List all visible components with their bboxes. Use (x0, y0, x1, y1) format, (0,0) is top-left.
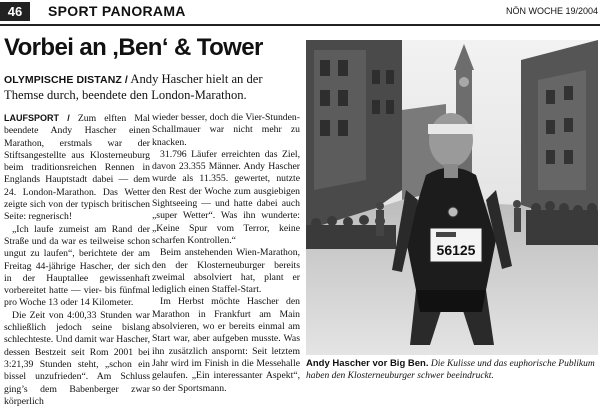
paragraph (4, 112, 150, 224)
headline: Vorbei an ‚Ben‘ & Tower (4, 34, 263, 61)
deck-text: Andy Hascher hielt an der Themse durch, beendete den London-Marathon. (4, 72, 263, 102)
caption-bold: Andy Hascher vor Big Ben. (306, 358, 429, 369)
article-photo (306, 40, 598, 355)
paragraph: 31.796 Läufer erreichten das Ziel, davon 23.355 Männer. Andy Hascher wurde als 11.355. gewertet, nutzte den Rest der Woche zum ausgiebigen Sightseeing — und hatte dabei auch „super Wetter“. Was ihn wunderte: „Keine Spur vom Terror, keine scharfen Kontrollen.“ (152, 148, 300, 246)
page-header (0, 0, 600, 26)
bib-number: 56125 (436, 242, 476, 258)
section-title: SPORT PANORAMA (48, 3, 186, 19)
photo-caption (306, 358, 598, 382)
caption-italic: Die Kulisse und das euphorische Publikum haben den Klosterneuburger schwer beeindruckt. (306, 359, 595, 381)
article-deck (4, 72, 300, 103)
paragraph-text: Zum elften Mal beendete Andy Hascher einen Marathon, erstmals war der Stiftsangestellte aus Klosterneuburg beim traditionsreichen Rennen in Englands Hauptstadt dabei — dem 24. London-Marathon. Das Wetter zeigte sich von der typisch britischen Seite: regnerisch! (4, 113, 150, 223)
deck-kicker: OLYMPISCHE DISTANZ / (4, 74, 128, 86)
article-lead: LAUFSPORT / (4, 113, 70, 123)
paragraph: wieder besser, doch die Vier-Stunden-Schallmauer war nicht mehr zu knacken. (152, 112, 300, 148)
article-column-1 (4, 112, 150, 408)
runner-photo-illustration (306, 40, 598, 355)
paragraph: „Ich laufe zumeist am Rand der Straße und da war es teilweise schon ungut zu laufen“, berichtete der am Freitag 44-jährige Hascher, der sich in der Hauptallee gewissenhaft vorbereitet hatte — vier- bis fünfmal pro Woche 13 oder 14 Kilometer. (4, 223, 150, 309)
page-number: 46 (0, 2, 30, 21)
issue-label: NÖN WOCHE 19/2004 (505, 6, 598, 16)
paragraph: Beim anstehenden Wien-Marathon, den der Klosterneuburger bereits zweimal absolviert hat, plant er lediglich einen Staffel-Start. (152, 247, 300, 296)
article-column-2 (152, 112, 300, 395)
paragraph: Im Herbst möchte Hascher den Marathon in Frankfurt am Main absolvieren, wo er bereits einmal am Start war, aber aufgeben musste. Was ihn zusätzlich anspornt: Seit letztem Jahr wird im Finish in die Messehalle gelaufen. „Ein interessanter Aspekt“, so der Sportsmann. (152, 296, 300, 394)
paragraph: Die Zeit von 4:00,33 Stunden war schließlich jedoch seine bislang schlechteste. Und damit war Hascher, dessen Bestzeit seit Rom 2001 bei 3:21,39 Stunden steht, „schon ein bissel unzufrieden“. Am Schluss ging’s dem Babenberger zwar körperlich (4, 309, 150, 407)
